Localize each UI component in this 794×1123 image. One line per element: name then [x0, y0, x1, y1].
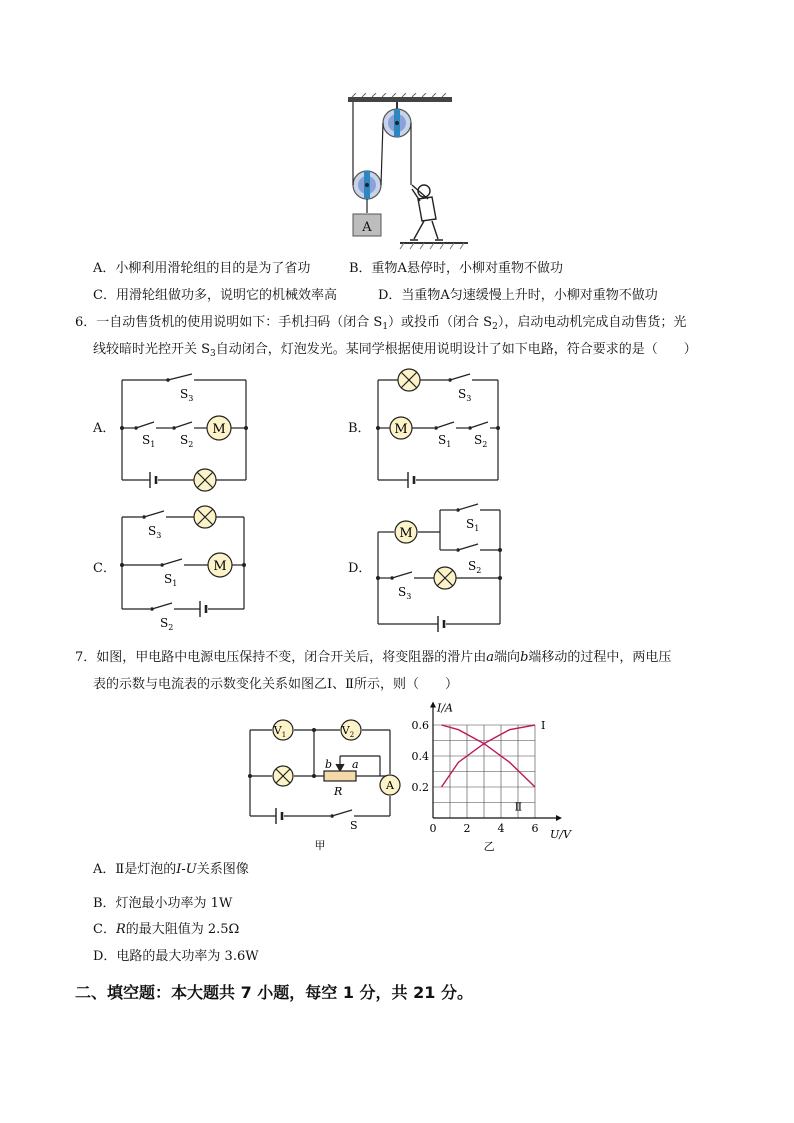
- section-2-heading: 二、填空题：本大题共 7 小题，每空 1 分，共 21 分。: [75, 983, 473, 1002]
- q5-option-c: C．用滑轮组做功多，说明它的机械效率高: [93, 288, 337, 303]
- q6-label-d: D．: [348, 561, 372, 576]
- q6-stem-line2: 线较暗时光控开关 $S_3$自动闭合，灯泡发光。某同学根据使用说明设计了如下电路，符合要求的是（ ）: [93, 342, 697, 359]
- y-tick-label: 0.2: [411, 781, 429, 794]
- y-axis-arrow: [430, 702, 436, 708]
- svg-text:M: M: [399, 526, 413, 541]
- svg-text:S3: $S_3$: [398, 585, 412, 601]
- q5-option-a: A．小柳利用滑轮组的目的是为了省功: [93, 261, 311, 276]
- q6-circuit-b: [368, 368, 508, 492]
- series-label-1: Ⅰ: [541, 719, 546, 732]
- q6-circuit-a: [112, 372, 257, 492]
- svg-text:S: S: [350, 819, 358, 832]
- q7-option-a: A．Ⅱ是灯泡的I-U关系图像: [93, 862, 249, 877]
- q7-stem-line1: 7．如图，甲电路中电源电压保持不变，闭合开关后，将变阻器的滑片由a端向b端移动的过程中，两电压: [75, 650, 672, 665]
- q6-circuit-d: [368, 500, 508, 640]
- svg-text:S1: $S_1$: [164, 572, 178, 588]
- q7-option-d: D．电路的最大功率为 3.6W: [93, 949, 259, 964]
- svg-text:S2: $S_2$: [468, 559, 482, 575]
- q6-label-b: B．: [348, 421, 371, 436]
- y-axis-label: I/A: [437, 701, 453, 715]
- x-tick-label: 4: [497, 822, 505, 835]
- x-axis-arrow: [556, 815, 562, 821]
- q7-option-c: C．R的最大阻值为 2.5Ω: [93, 922, 240, 937]
- q7-option-b: B．灯泡最小功率为 1W: [93, 896, 233, 911]
- pulley-figure: [340, 93, 472, 251]
- q5-option-b: B．重物A悬停时，小柳对重物不做功: [349, 261, 563, 276]
- q6-stem-line1: 6．一自动售货机的使用说明如下：手机扫码（闭合 $S_1$）或投币（闭合 $S_2$），启动电动机完成自动售货；光: [75, 315, 687, 332]
- x-tick-label: 2: [463, 822, 471, 835]
- svg-text:S1: $S_1$: [142, 433, 156, 449]
- x-axis-label: U/V: [550, 828, 571, 841]
- svg-text:S3: $S_3$: [458, 387, 472, 403]
- q7-stem-line2: 表的示数与电流表的示数变化关系如图乙Ⅰ、Ⅱ所示，则（ ）: [93, 677, 458, 692]
- svg-text:S1: $S_1$: [438, 433, 452, 449]
- svg-text:R: R: [334, 785, 343, 798]
- svg-text:S1: $S_1$: [466, 517, 480, 533]
- svg-text:S2: $S_2$: [180, 433, 194, 449]
- caption-jia: 甲: [314, 839, 326, 852]
- y-tick-label: 0.6: [411, 719, 429, 732]
- svg-text:M: M: [394, 422, 408, 437]
- svg-text:S3: $S_3$: [148, 524, 162, 540]
- svg-text:V1: $V_1$: [273, 724, 287, 739]
- svg-text:M: M: [213, 559, 227, 574]
- q7-circuit-jia: [240, 712, 410, 854]
- caption-yi: 乙: [483, 840, 495, 852]
- x-tick-label: 0: [429, 822, 437, 835]
- q6-label-c: C．: [93, 561, 116, 576]
- q7-chart-yi: [405, 700, 580, 852]
- motor-label: M: [212, 422, 226, 437]
- weight-label: A: [362, 220, 372, 235]
- svg-text:S2: $S_2$: [474, 433, 488, 449]
- q6-label-a: A．: [93, 421, 116, 436]
- svg-text:a: a: [352, 758, 359, 771]
- q5-option-d: D．当重物A匀速缓慢上升时，小柳对重物不做功: [378, 288, 658, 303]
- svg-text:S2: $S_2$: [160, 616, 174, 632]
- q6-circuit-c: [112, 503, 252, 633]
- svg-text:b: b: [325, 758, 333, 771]
- series-label-2: Ⅱ: [514, 800, 523, 814]
- y-tick-label: 0.4: [411, 750, 429, 763]
- svg-text:A: A: [386, 779, 394, 792]
- svg-text:V2: $V_2$: [341, 724, 355, 739]
- x-tick-label: 6: [531, 822, 539, 835]
- svg-text:S3: $S_3$: [180, 387, 194, 403]
